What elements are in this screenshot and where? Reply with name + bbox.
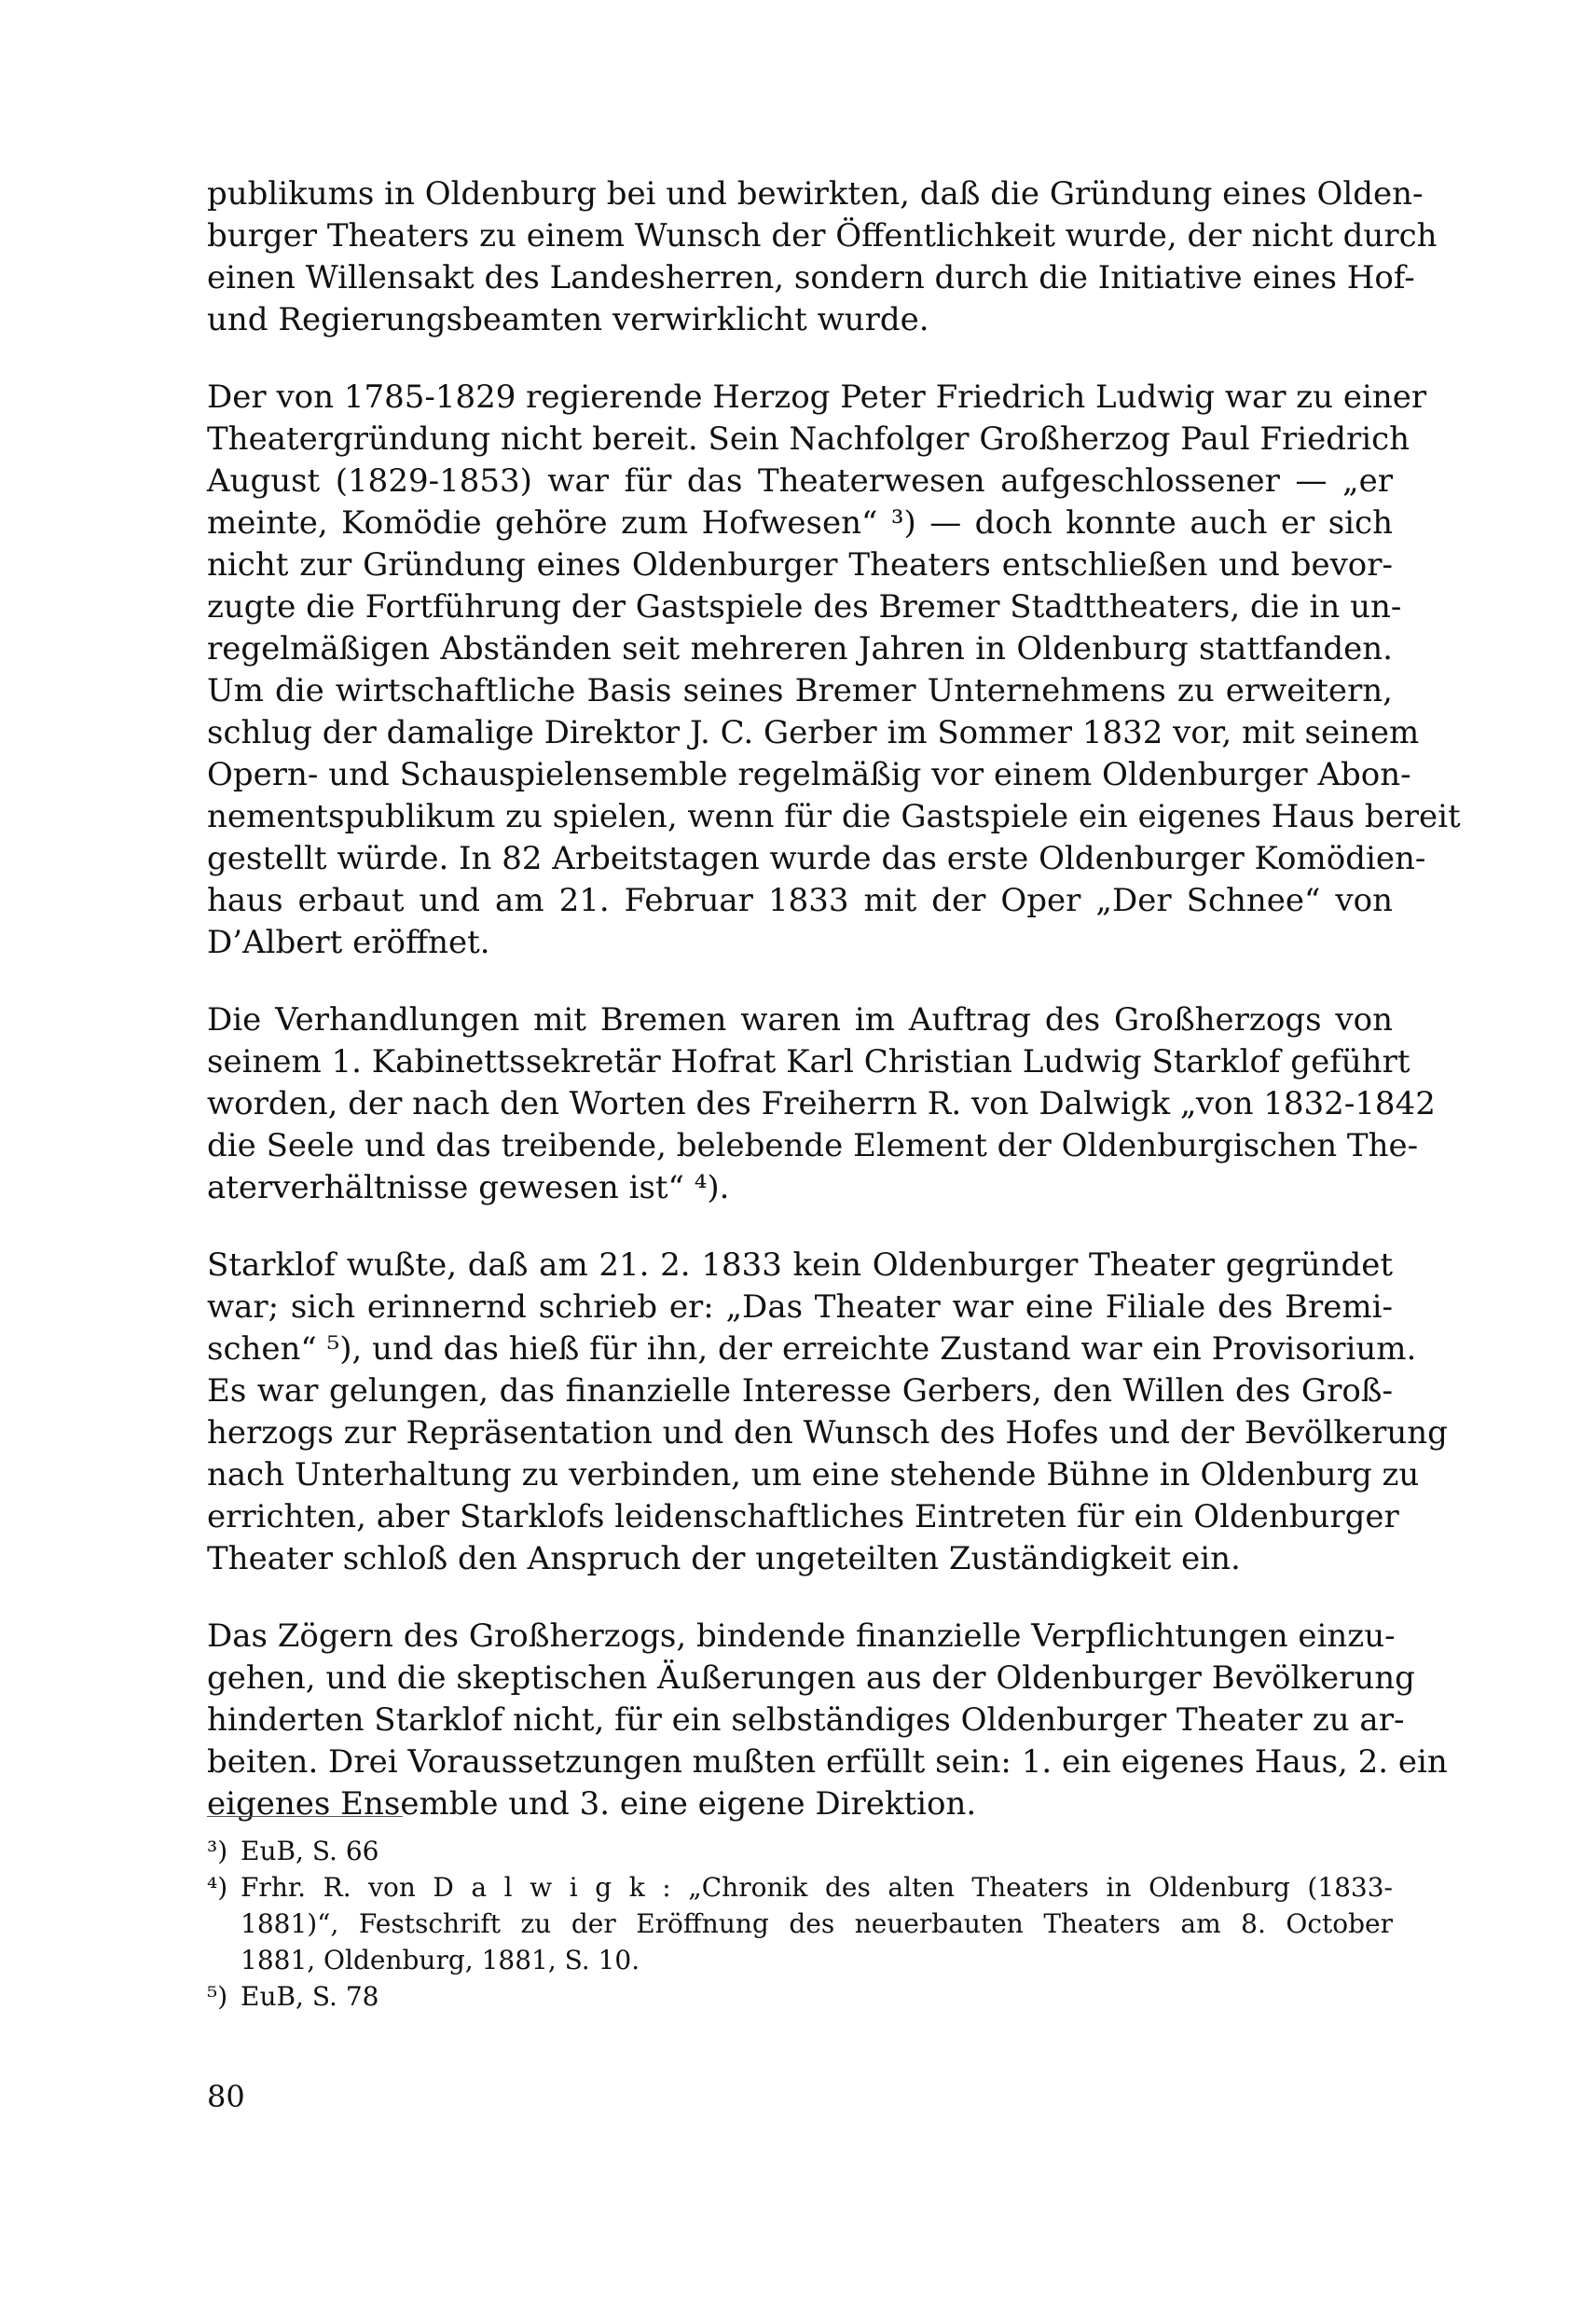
- footnote-text: [241, 1869, 1393, 1978]
- text-line: hinderten Starklof nicht, für ein selbständiges Oldenburger Theater zu ar-: [207, 1701, 1405, 1739]
- body-text: [207, 173, 1461, 1825]
- paragraph-spacer: [207, 341, 1393, 377]
- text-line: nach Unterhaltung zu verbinden, um eine stehende Bühne in Oldenburg zu: [207, 1456, 1420, 1493]
- text-line: die Seele und das treibende, belebende Element der Oldenburgischen The-: [207, 1127, 1419, 1164]
- text-line: seinem 1. Kabinettssekretär Hofrat Karl Christian Ludwig Starklof geführt: [207, 1043, 1410, 1080]
- paragraph-spacer: [207, 1580, 1393, 1616]
- text-line: haus erbaut und am 21. Februar 1833 mit der Oper „Der Schnee“ von: [207, 882, 1393, 919]
- footnote-line: 1881, Oldenburg, 1881, S. 10.: [241, 1945, 640, 1975]
- text-line: Theatergründung nicht bereit. Sein Nachfolger Großherzog Paul Friedrich: [207, 420, 1410, 458]
- paragraph-3: [207, 999, 1436, 1209]
- paragraph-4: [207, 1245, 1448, 1580]
- text-line: schen“ ⁵), und das hieß für ihn, der erreichte Zustand war ein Provisorium.: [207, 1330, 1417, 1368]
- text-line: Starklof wußte, daß am 21. 2. 1833 kein Oldenburger Theater gegründet: [207, 1246, 1393, 1284]
- text-line: schlug der damalige Direktor J. C. Gerber im Sommer 1832 vor, mit seinem: [207, 714, 1420, 751]
- footnote-4: [207, 1869, 1393, 1978]
- text-line: Es war gelungen, das finanzielle Interesse Gerbers, den Willen des Groß-: [207, 1372, 1393, 1410]
- text-line: Um die wirtschaftliche Basis seines Bremer Unternehmens zu erweitern,: [207, 672, 1393, 709]
- footnote-marker: ³): [207, 1836, 228, 1866]
- text-line: nementspublikum zu spielen, wenn für die Gastspiele ein eigenes Haus bereit: [207, 798, 1461, 835]
- text-line: Der von 1785-1829 regierende Herzog Peter Friedrich Ludwig war zu einer: [207, 378, 1427, 416]
- text-line: eigenes Ensemble und 3. eine eigene Direktion.: [207, 1785, 977, 1823]
- footnote-marker: ⁵): [207, 1981, 228, 2012]
- footnote-divider: [207, 1816, 403, 1817]
- footnote-3: [207, 1833, 1393, 1869]
- text-line: gehen, und die skeptischen Äußerungen aus der Oldenburger Bevölkerung: [207, 1659, 1415, 1697]
- text-line: aterverhältnisse gewesen ist“ ⁴).: [207, 1169, 730, 1206]
- text-line: regelmäßigen Abständen seit mehreren Jahren in Oldenburg stattfanden.: [207, 630, 1393, 667]
- text-line: meinte, Komödie gehöre zum Hofwesen“ ³) — doch konnte auch er sich: [207, 504, 1393, 542]
- paragraph-5: [207, 1616, 1448, 1825]
- footnote-line: EuB, S. 66: [241, 1836, 379, 1866]
- text-line: nicht zur Gründung eines Oldenburger Theaters entschließen und bevor-: [207, 546, 1393, 584]
- footnote-line: 1881)“, Festschrift zu der Eröffnung des neuerbauten Theaters am 8. October: [241, 1908, 1393, 1939]
- footnotes: [207, 1833, 1393, 2015]
- text-line: August (1829-1853) war für das Theaterwesen aufgeschlossener — „er: [207, 462, 1393, 500]
- footnote-text: [241, 1833, 1393, 1869]
- text-line: beiten. Drei Voraussetzungen mußten erfüllt sein: 1. ein eigenes Haus, 2. ein: [207, 1743, 1448, 1781]
- footnote-marker: ⁴): [207, 1872, 228, 1903]
- paragraph-2: [207, 377, 1461, 964]
- paragraph-spacer: [207, 1209, 1393, 1245]
- footnote-line: Frhr. R. von D a l w i g k : „Chronik des alten Theaters in Oldenburg (1833-: [241, 1872, 1393, 1903]
- text-line: publikums in Oldenburg bei und bewirkten, daß die Gründung eines Olden-: [207, 175, 1424, 213]
- text-line: und Regierungsbeamten verwirklicht wurde.: [207, 301, 929, 338]
- footnote-text: [241, 1978, 1393, 2015]
- text-line: herzogs zur Repräsentation und den Wunsch des Hofes und der Bevölkerung: [207, 1414, 1448, 1452]
- text-line: einen Willensakt des Landesherren, sondern durch die Initiative eines Hof-: [207, 259, 1415, 296]
- text-line: gestellt würde. In 82 Arbeitstagen wurde das erste Oldenburger Komödien-: [207, 840, 1426, 877]
- text-line: burger Theaters zu einem Wunsch der Öffentlichkeit wurde, der nicht durch: [207, 217, 1438, 255]
- text-line: Das Zögern des Großherzogs, bindende finanzielle Verpflichtungen einzu-: [207, 1617, 1396, 1655]
- text-line: D’Albert eröffnet.: [207, 924, 490, 961]
- text-line: zugte die Fortführung der Gastspiele des Bremer Stadttheaters, die in un-: [207, 588, 1402, 626]
- text-line: Die Verhandlungen mit Bremen waren im Auftrag des Großherzogs von: [207, 1001, 1393, 1039]
- paragraph-1: [207, 173, 1438, 341]
- text-line: Theater schloß den Anspruch der ungeteilten Zuständigkeit ein.: [207, 1540, 1241, 1577]
- text-line: errichten, aber Starklofs leidenschaftliches Eintreten für ein Oldenburger: [207, 1498, 1399, 1535]
- text-line: worden, der nach den Worten des Freiherrn R. von Dalwigk „von 1832-1842: [207, 1085, 1436, 1122]
- page-number: 80: [207, 2079, 245, 2114]
- text-line: Opern- und Schauspielensemble regelmäßig vor einem Oldenburger Abon-: [207, 756, 1411, 793]
- footnote-5: [207, 1978, 1393, 2015]
- paragraph-spacer: [207, 964, 1393, 999]
- footnote-line: EuB, S. 78: [241, 1981, 379, 2012]
- text-line: war; sich erinnernd schrieb er: „Das Theater war eine Filiale des Bremi-: [207, 1288, 1393, 1326]
